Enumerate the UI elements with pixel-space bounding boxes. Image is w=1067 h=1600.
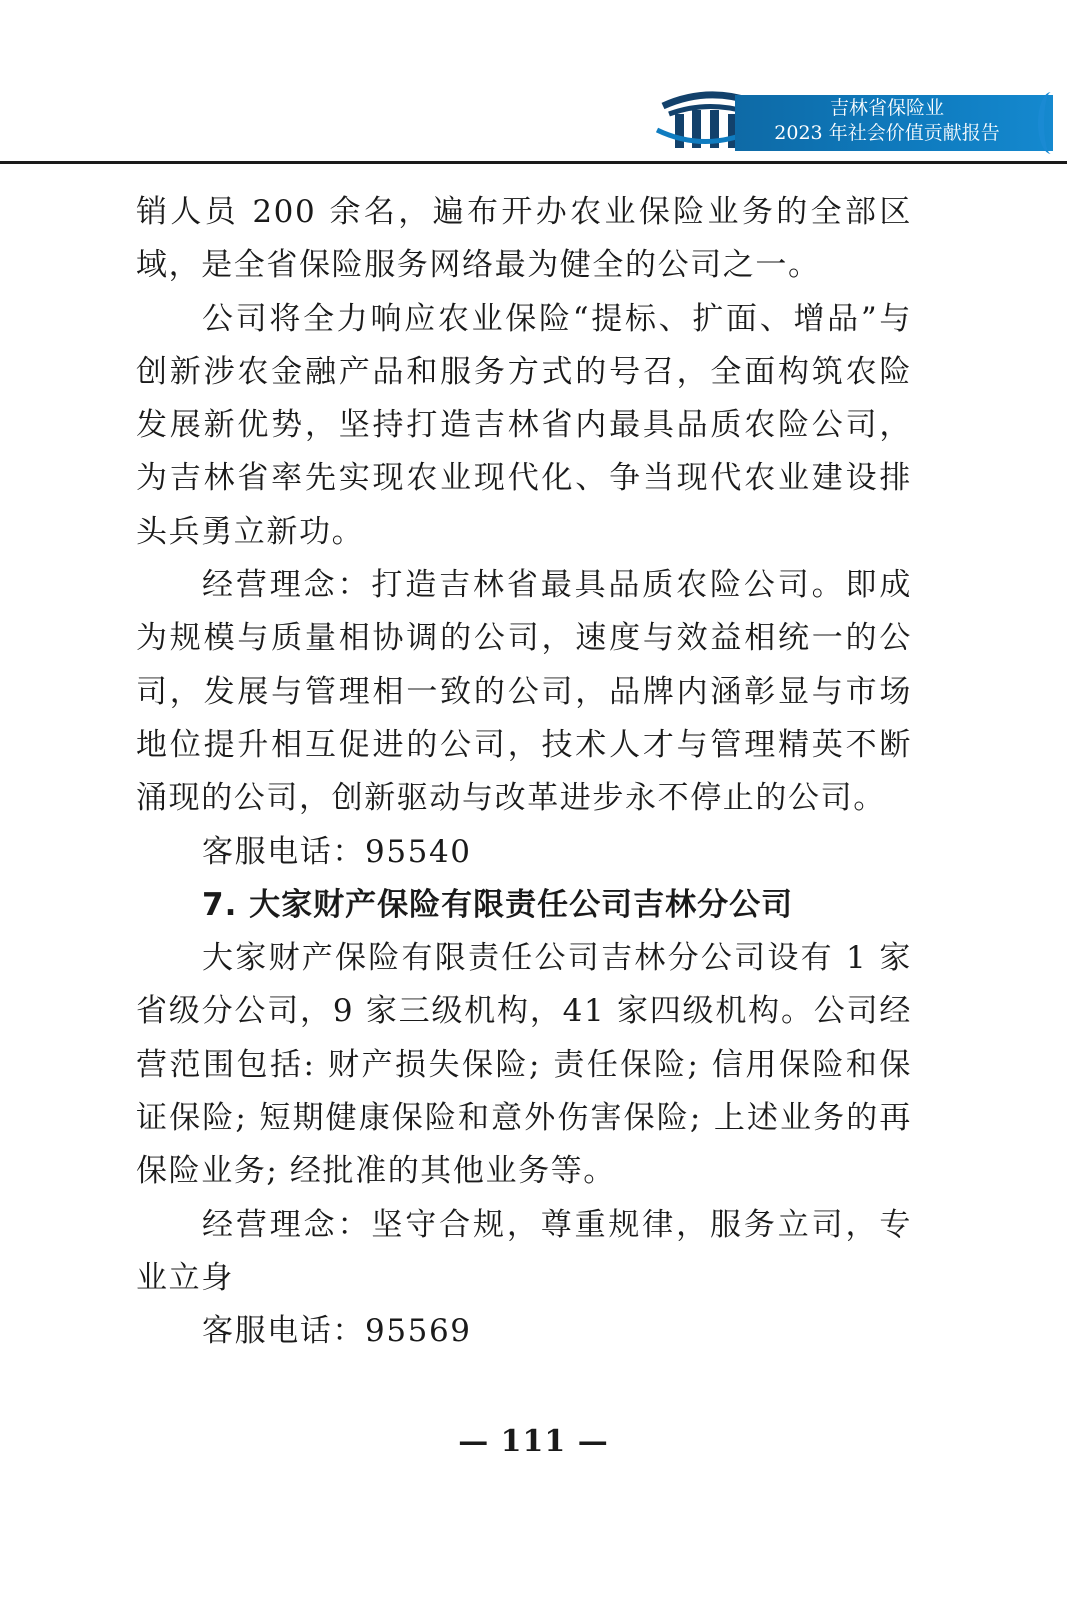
paragraph: 销人员 200 余名，遍布开办农业保险业务的全部区域，是全省保险服务网络最为健全的公司之一。 bbox=[136, 194, 912, 284]
report-title-line2: 2023 年社会价值贡献报告 bbox=[774, 122, 1000, 144]
page-header bbox=[0, 0, 1067, 170]
section-heading: 7. 大家财产保险有限责任公司吉林分公司 bbox=[202, 886, 794, 923]
paragraph: 大家财产保险有限责任公司吉林分公司设有 1 家省级分公司，9 家三级机构，41 家四级机构。公司经营范围包括: 财产损失保险; 责任保险; 信用保险和保证保险; 短期健康保险和意外伤害保险; 上述业务的再保险业务; 经批准的其他业务等。 bbox=[136, 940, 912, 1190]
banner-end-cap bbox=[1038, 92, 1064, 154]
report-title-line1: 吉林省保险业 bbox=[829, 97, 944, 119]
report-title bbox=[752, 96, 1022, 146]
paragraph: 经营理念：打造吉林省最具品质农险公司。即成为规模与质量相协调的公司，速度与效益相统一的公司，发展与管理相一致的公司，品牌内涵彰显与市场地位提升相互促进的公司，技术人才与管理精英不断涌现的公司，创新驱动与改革进步永不停止的公司。 bbox=[136, 567, 912, 817]
header-divider bbox=[0, 161, 1067, 164]
page-number: — 111 — bbox=[458, 1424, 609, 1459]
customer-service-phone: 客服电话：95569 bbox=[202, 1313, 472, 1350]
body-text bbox=[136, 186, 912, 1359]
customer-service-phone: 客服电话：95540 bbox=[202, 833, 472, 870]
paragraph: 经营理念：坚守合规，尊重规律，服务立司，专业立身 bbox=[136, 1206, 912, 1296]
paragraph: 公司将全力响应农业保险“提标、扩面、增品”与创新涉农金融产品和服务方式的号召，全面构筑农险发展新优势，坚持打造吉林省内最具品质农险公司，为吉林省率先实现农业现代化、争当现代农业建设排头兵勇立新功。 bbox=[136, 300, 912, 550]
